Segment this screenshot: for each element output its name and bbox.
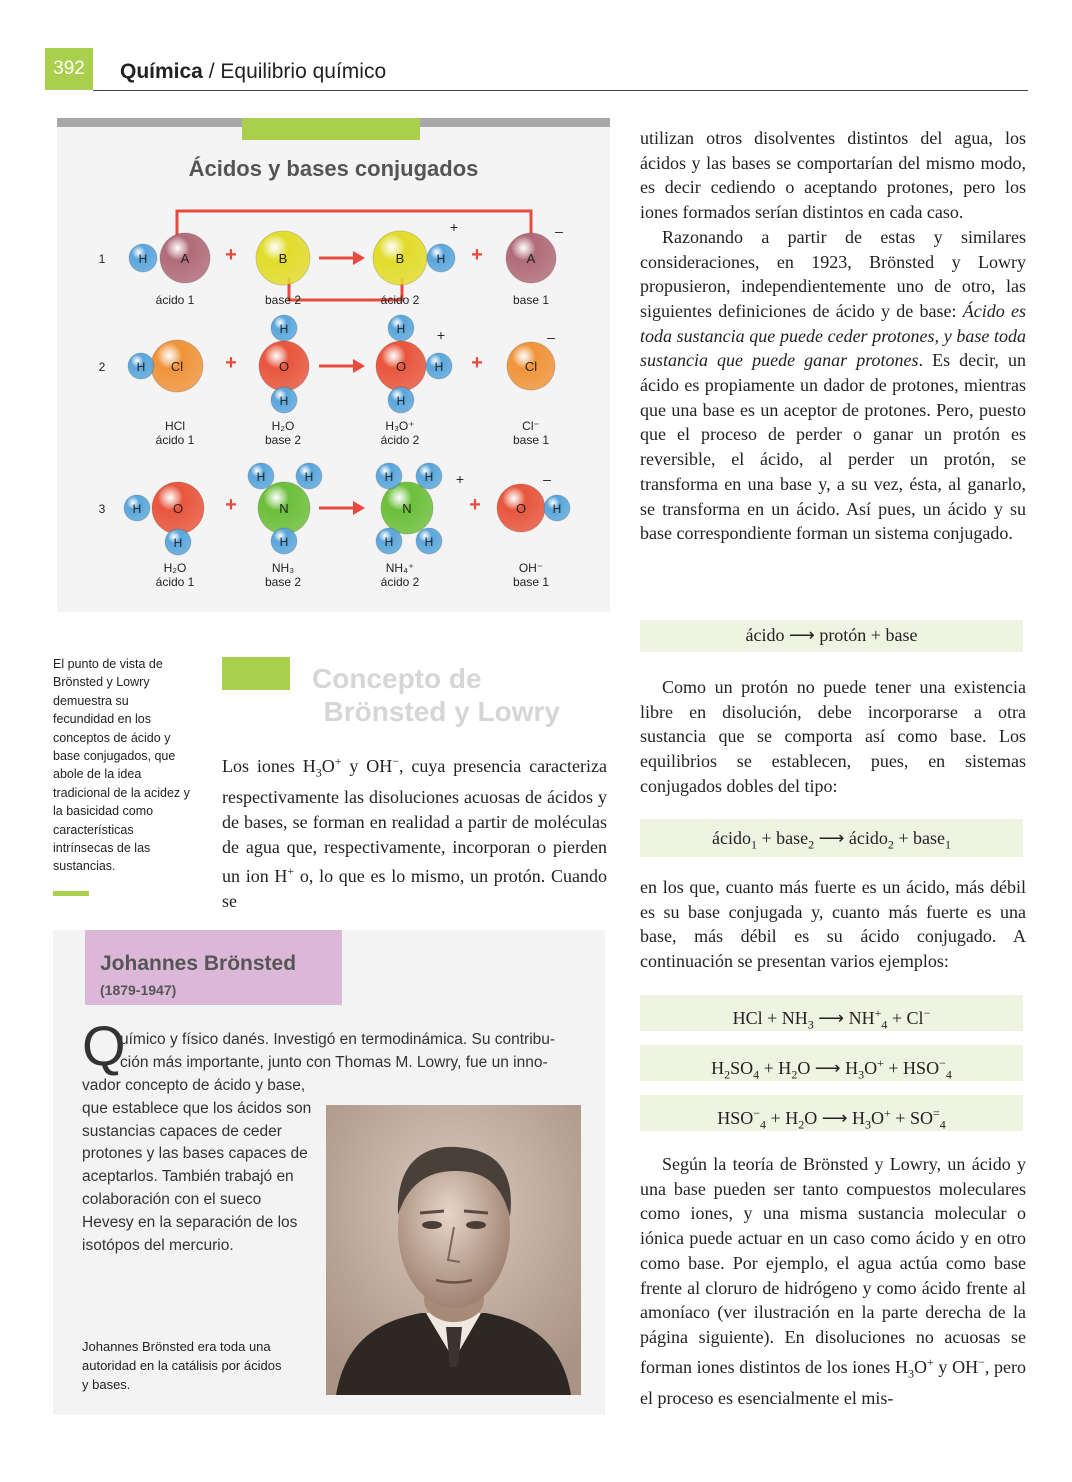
atom-h-label: H [552, 502, 562, 516]
atom-h-label: H [132, 502, 142, 516]
biography-text: vador concepto de ácido y base, que establece que los ácidos son sustancias capaces de ceder protones y las bases capaces de aceptarlos. También trabajó en colaboración con el sueco Hevesy en la separación de los isotópos del mercurio. [82, 1077, 312, 1254]
formula-acid-proton-base: ácido ⟶ protón + base [640, 620, 1023, 652]
atom-h-label: H [256, 470, 266, 484]
atom-o-label: O [172, 501, 184, 516]
atom-h-label: H [424, 535, 434, 549]
formula-hcl-nh3: HCl + $NH_3$ ⟶ $NH^+_4 + Cl^-$ [640, 995, 1023, 1031]
section-body: Los iones $H_3O^+$ y OH−, cuya presencia caracteriza respectivamente las disoluciones acuosas de ácidos y de bases, se forman en realidad a partir de moléculas de agua que, respectivamente, incorporan o pierden un ion H+ o, lo que es lo mismo, un protón. Cuando se [222, 754, 608, 912]
formula-h2so4-h2o: $H_2SO_4 + H_2O$ ⟶ $H_3O^+ + HSO^-_4$ [640, 1045, 1023, 1081]
row-label: base 2 [264, 293, 302, 307]
paragraph: utilizan otros disolventes distintos del agua, los ácidos y las bases se comportarían del mismo modo, es decir cediendo o aceptando protones, pero los iones formados serían distintos en cada caso. [640, 128, 1026, 223]
row-number: 1 [98, 252, 106, 266]
atom-h-label: H [136, 360, 146, 374]
atom-b-label: B [278, 251, 288, 266]
paragraph: Razonando a partir de estas y similares consideraciones, en 1923, Brönsted y Lowry propusieron, independientemente uno de otro, las siguientes definiciones de ácido y de base: Ácido es toda sustancia que puede ceder protones, y base toda sustancia que puede ganar protones. Es decir, un ácido es propiamente un dador de protones, mientras que una base es un aceptor de protones. Pero, puesto que el proceso de perder o ganar un protón es reversible, el ácido, al perder un protón, se transforma en una base y, a su vez, ésta, al ganarlo, se transforma en un ácido. Así pues, un ácido y su base correspondiente forman un sistema conjugado. [640, 226, 1026, 544]
row-label: base 2 [264, 433, 302, 447]
row-label: ácido 2 [380, 433, 420, 447]
panel-stripe-right [420, 118, 610, 127]
plus-sign: + [225, 244, 237, 266]
biography-years: (1879-1947) [100, 982, 177, 998]
reaction-arrow-head [353, 501, 365, 515]
row-label: ácido 2 [380, 293, 420, 307]
row-label: base 1 [512, 433, 550, 447]
right-column-text [640, 126, 1026, 546]
formula-conjugate-pairs: ácido$_1$ + base$_2$ ⟶ ácido$_2$ + base$_1$ [640, 819, 1023, 857]
conjugate-acid-base-diagram [57, 190, 610, 610]
atom-h-label: H [138, 252, 148, 266]
atom-h-label: H [436, 252, 446, 266]
section-marker [222, 657, 290, 690]
atom-a-label: A [180, 251, 190, 266]
atom-cl-label: Cl [524, 359, 538, 374]
atom-h-label: H [173, 536, 183, 550]
plus-sign: + [471, 352, 483, 374]
portrait-eye-left [422, 1221, 442, 1229]
atom-h-label: H [279, 535, 289, 549]
reaction-arrow-head [353, 251, 365, 265]
plus-sign: + [471, 244, 483, 266]
side-note: El punto de vista de Brönsted y Lowry demuestra su fecundidad en los conceptos de ácido y base conjugados, que abole de la idea tradicional de la acidez y la basicidad como características intrínsecas de las sustancias. [53, 657, 190, 874]
plus-sign: + [225, 494, 237, 516]
row-label: H₂O [271, 419, 295, 433]
section-title-line1: Concepto de [312, 663, 482, 694]
atom-b-label: B [395, 251, 405, 266]
atom-o-label: O [515, 501, 527, 516]
atom-h-label: H [304, 470, 314, 484]
row-label: base 1 [512, 293, 550, 307]
row-label: ácido 1 [155, 433, 195, 447]
paragraph: en los que, cuanto más fuerte es un ácido, más débil es su base conjugada y, cuanto más fuerte es una base, más débil es su ácido conjugado. A continuación se presentan varios ejemplos: [640, 877, 1026, 972]
atom-h-label: H [384, 535, 394, 549]
atom-h-label: H [384, 470, 394, 484]
section-title [300, 662, 560, 728]
atom-h-label: H [424, 470, 434, 484]
row-label: HCl [165, 419, 185, 433]
charge-plus: + [449, 219, 459, 235]
page-number: 392 [45, 48, 93, 90]
row-label: base 2 [264, 575, 302, 589]
portrait-eye-right [466, 1221, 486, 1229]
charge-minus: – [555, 223, 563, 239]
atom-o-label: O [395, 359, 407, 374]
row-number: 2 [98, 360, 106, 374]
charge-plus: + [455, 471, 465, 487]
diagram-title: Ácidos y bases conjugados [188, 156, 479, 181]
running-head [120, 60, 386, 84]
atom-cl-label: Cl [170, 359, 184, 374]
row-number: 3 [98, 502, 106, 516]
charge-plus: + [436, 327, 446, 343]
biography-text-line: ción más importante, junto con Thomas M. Lowry, fue un inno- [120, 1054, 548, 1071]
biography-dropcap: Q [82, 1014, 126, 1077]
row-label: NH₃ [271, 561, 295, 575]
section-title-line2: Brönsted y Lowry [323, 696, 560, 727]
paragraph: Como un protón no puede tener una existencia libre en disolución, debe incorporarse a otra sustancia que se comporta así como base. Los equilibrios se establecen, pues, en sistemas conjugados dobles del tipo: [640, 677, 1026, 796]
biography-name: Johannes Brönsted [100, 952, 297, 975]
portrait-caption: Johannes Brönsted era toda una autoridad en la catálisis por ácidos y bases. [82, 1339, 282, 1392]
row-label: H₃O⁺ [385, 419, 415, 433]
running-head-chapter: Equilibrio químico [220, 60, 387, 83]
header-rule [93, 90, 1028, 91]
portrait-photo [326, 1105, 581, 1395]
atom-h-label: H [396, 322, 406, 336]
charge-minus: – [547, 329, 555, 345]
charge-minus: – [543, 471, 551, 487]
running-head-subject: Química [120, 60, 203, 83]
row-label: ácido 1 [155, 575, 195, 589]
atom-h-label: H [396, 394, 406, 408]
paragraph: Según la teoría de Brönsted y Lowry, un ácido y una base pueden ser tanto compuestos moleculares como iones, y una misma sustancia molecular o iónica puede actuar en un caso como ácido y en otro como base. Por ejemplo, el agua actúa como base frente al cloruro de hidrógeno y como ácido frente al amoníaco (ver ilustración en la parte derecha de la página siguiente). En disoluciones no acuosas se forman iones distintos de los iones $H_3O^+$ y OH−, pero el proceso es esencialmente el mis- [640, 1154, 1027, 1408]
atom-n-label: N [402, 501, 412, 516]
biography-text-line: uímico y físico danés. Investigó en termodinámica. Su contribu- [120, 1031, 556, 1048]
atom-h-label: H [279, 322, 289, 336]
row-label: H₂O [163, 561, 187, 575]
reaction-arrow-head [353, 359, 365, 373]
row-label: Cl⁻ [522, 419, 540, 433]
plus-sign: + [469, 494, 481, 516]
plus-sign: + [225, 352, 237, 374]
atom-h-label: H [434, 360, 444, 374]
side-note-bar [53, 891, 89, 896]
atom-n-label: N [279, 501, 289, 516]
row-label: base 1 [512, 575, 550, 589]
running-head-separator: / [202, 60, 221, 83]
row-label: ácido 2 [380, 575, 420, 589]
panel-stripe-green [242, 118, 420, 140]
atom-a-label: A [526, 251, 536, 266]
row-label: NH₄⁺ [385, 561, 415, 575]
panel-stripe-left [57, 118, 242, 127]
atom-o-label: O [278, 359, 290, 374]
formula-hso4-h2o: $HSO^-_4 + H_2O$ ⟶ $H_3O^+ + SO^=_4$ [640, 1095, 1023, 1131]
conjugate-bracket-top [177, 211, 531, 238]
atom-h-label: H [279, 394, 289, 408]
row-label: ácido 1 [155, 293, 195, 307]
row-label: OH⁻ [518, 561, 544, 575]
